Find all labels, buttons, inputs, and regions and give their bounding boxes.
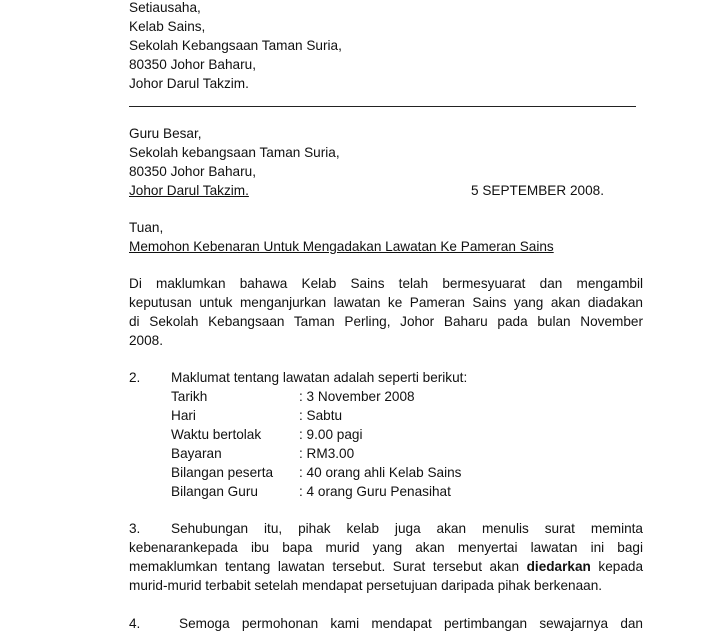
detail-label-hari: Hari — [171, 408, 196, 423]
para2-intro: Maklumat tentang lawatan adalah seperti berikut: — [171, 370, 468, 385]
detail-label-waktu: Waktu bertolak — [171, 427, 262, 442]
para3-bold-word: diedarkan — [526, 559, 591, 574]
detail-value-tarikh: : 3 November 2008 — [299, 389, 415, 404]
para3-line-4: murid-murid terbabit setelah mendapat persetujuan daripada pihak berkenaan. — [129, 578, 603, 593]
para2-number: 2. — [129, 370, 141, 385]
para1-line-3: di Sekolah Kebangsaan Taman Perling, Johor Baharu pada bulan November — [129, 314, 643, 329]
subject-line: Memohon Kebenaran Untuk Mengadakan Lawatan Ke Pameran Sains — [129, 239, 554, 254]
detail-value-bayaran: : RM3.00 — [299, 446, 355, 461]
recipient-line-1: Guru Besar, — [129, 126, 202, 141]
detail-label-bayaran: Bayaran — [171, 446, 222, 461]
para3-line-2: kebenarankepada ibu bapa murid yang akan menyertai lawatan ini bagi — [129, 540, 643, 555]
detail-value-peserta: : 40 orang ahli Kelab Sains — [299, 465, 462, 480]
para3-line-1: Sehubungan itu, pihak kelab juga akan menulis surat meminta — [171, 521, 643, 536]
salutation: Tuan, — [129, 220, 164, 235]
sender-line-5: Johor Darul Takzim. — [129, 76, 249, 91]
recipient-line-2: Sekolah kebangsaan Taman Suria, — [129, 145, 340, 160]
para1-line-1: Di maklumkan bahawa Kelab Sains telah bermesyuarat dan mengambil — [129, 276, 643, 291]
para3-line-3 — [129, 557, 643, 576]
para3-number: 3. — [129, 521, 141, 536]
sender-line-1: Setiausaha, — [129, 0, 201, 15]
para1-line-4: 2008. — [129, 333, 164, 348]
recipient-line-4: Johor Darul Takzim. — [129, 183, 249, 198]
sender-line-3: Sekolah Kebangsaan Taman Suria, — [129, 38, 342, 53]
sender-line-4: 80350 Johor Baharu, — [129, 57, 256, 72]
para4-number: 4. — [129, 616, 141, 631]
detail-value-guru: : 4 orang Guru Penasihat — [299, 484, 451, 499]
para1-line-2: keputusan untuk menganjurkan lawatan ke Pameran Sains yang akan diadakan — [129, 295, 643, 310]
detail-label-peserta: Bilangan peserta — [171, 465, 274, 480]
recipient-line-3: 80350 Johor Baharu, — [129, 164, 256, 179]
detail-label-guru: Bilangan Guru — [171, 484, 258, 499]
header-divider — [129, 106, 636, 107]
sender-line-2: Kelab Sains, — [129, 19, 206, 34]
detail-value-waktu: : 9.00 pagi — [299, 427, 363, 442]
letter-date: 5 SEPTEMBER 2008. — [471, 183, 604, 198]
detail-label-tarikh: Tarikh — [171, 389, 208, 404]
para3-line-3-pre: memaklumkan tentang lawatan tersebut. Surat tersebut akan — [129, 559, 527, 574]
para3-line-3-post: kepada — [590, 559, 644, 574]
para4-line-1: Semoga permohonan kami mendapat pertimbangan sewajarnya dan — [179, 616, 643, 631]
detail-value-hari: : Sabtu — [299, 408, 343, 423]
